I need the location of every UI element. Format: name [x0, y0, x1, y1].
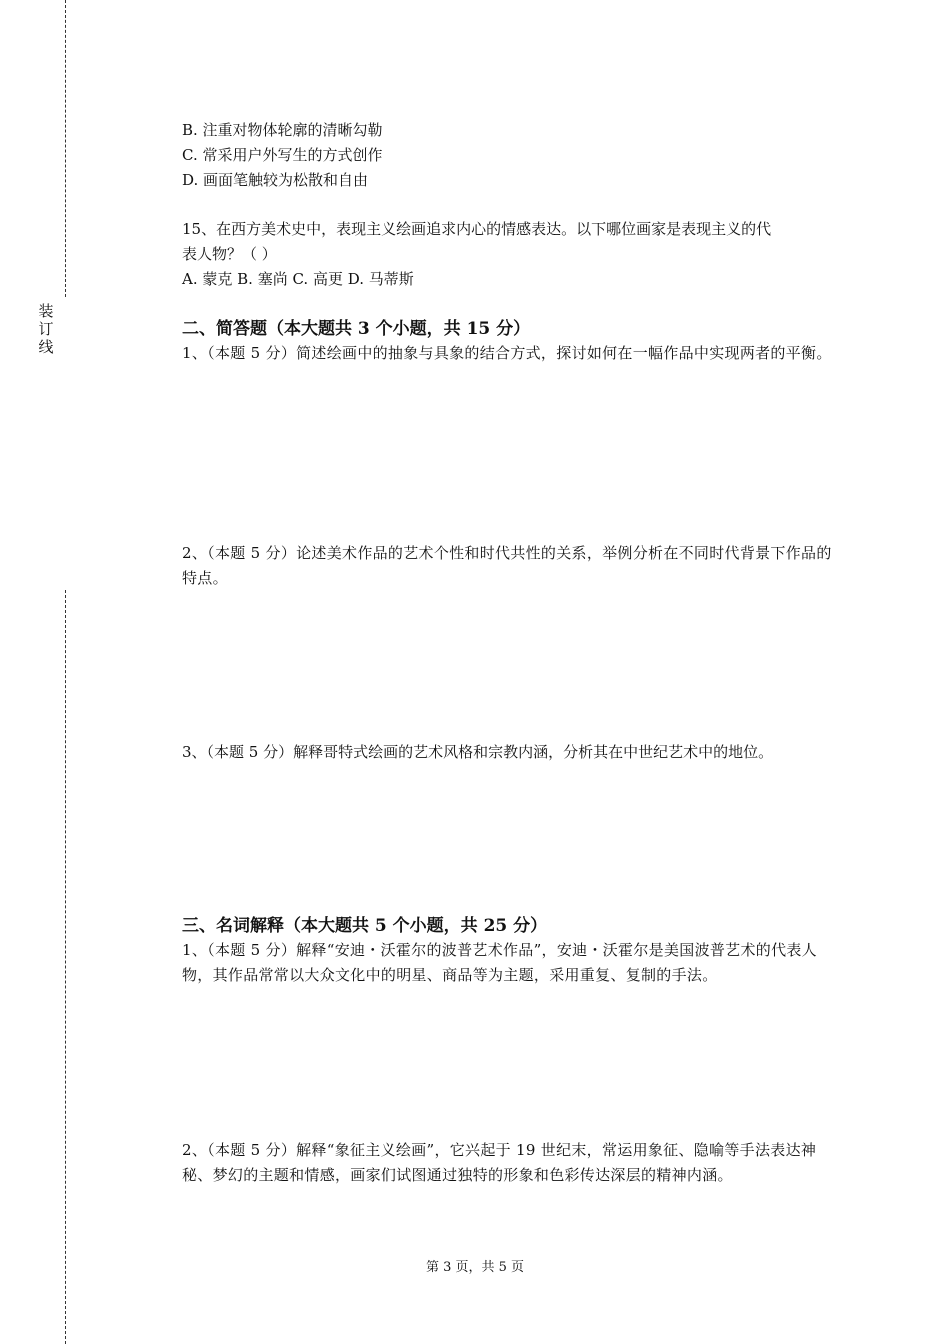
page-footer: 第 3 页，共 5 页	[425, 1260, 525, 1275]
q14-option-b: B. 注重对物体轮廓的清晰勾勒	[182, 121, 383, 139]
section3-question2: 2、（本题 5 分）解释“象征主义绘画”，它兴起于 19 世纪末，常运用象征、隐喻等手法表达神秘、梦幻的主题和情感，画家们试图通过独特的形象和色彩传达深层的精神内涵。	[182, 1141, 817, 1184]
q15-stem-line2: 表人物？（ ）	[182, 245, 277, 263]
q14-option-c: C. 常采用户外写生的方式创作	[182, 146, 383, 164]
q14-option-d: D. 画面笔触较为松散和自由	[182, 171, 369, 189]
binding-dashed-line-bottom	[65, 590, 66, 1344]
section3-heading: 三、名词解释（本大题共 5 个小题，共 25 分）	[182, 916, 548, 936]
section3-question1: 1、（本题 5 分）解释“安迪・沃霍尔的波普艺术作品”，安迪・沃霍尔是美国波普艺术的代表人物，其作品常常以大众文化中的明星、商品等为主题，采用重复、复制的手法。	[182, 941, 817, 984]
q15-options: A. 蒙克 B. 塞尚 C. 高更 D. 马蒂斯	[182, 270, 414, 288]
section2-question2: 2、（本题 5 分）论述美术作品的艺术个性和时代共性的关系，举例分析在不同时代背景下作品的特点。	[182, 544, 832, 587]
binding-dashed-line-top	[65, 0, 66, 297]
section2-heading: 二、简答题（本大题共 3 个小题，共 15 分）	[182, 319, 531, 339]
section2-question1: 1、（本题 5 分）简述绘画中的抽象与具象的结合方式，探讨如何在一幅作品中实现两者的平衡。	[182, 344, 832, 362]
section2-question3: 3、（本题 5 分）解释哥特式绘画的艺术风格和宗教内涵，分析其在中世纪艺术中的地位。	[182, 743, 774, 761]
binding-label: 装订线	[38, 302, 54, 356]
q15-stem-line1: 15、在西方美术史中，表现主义绘画追求内心的情感表达。以下哪位画家是表现主义的代	[182, 220, 772, 238]
